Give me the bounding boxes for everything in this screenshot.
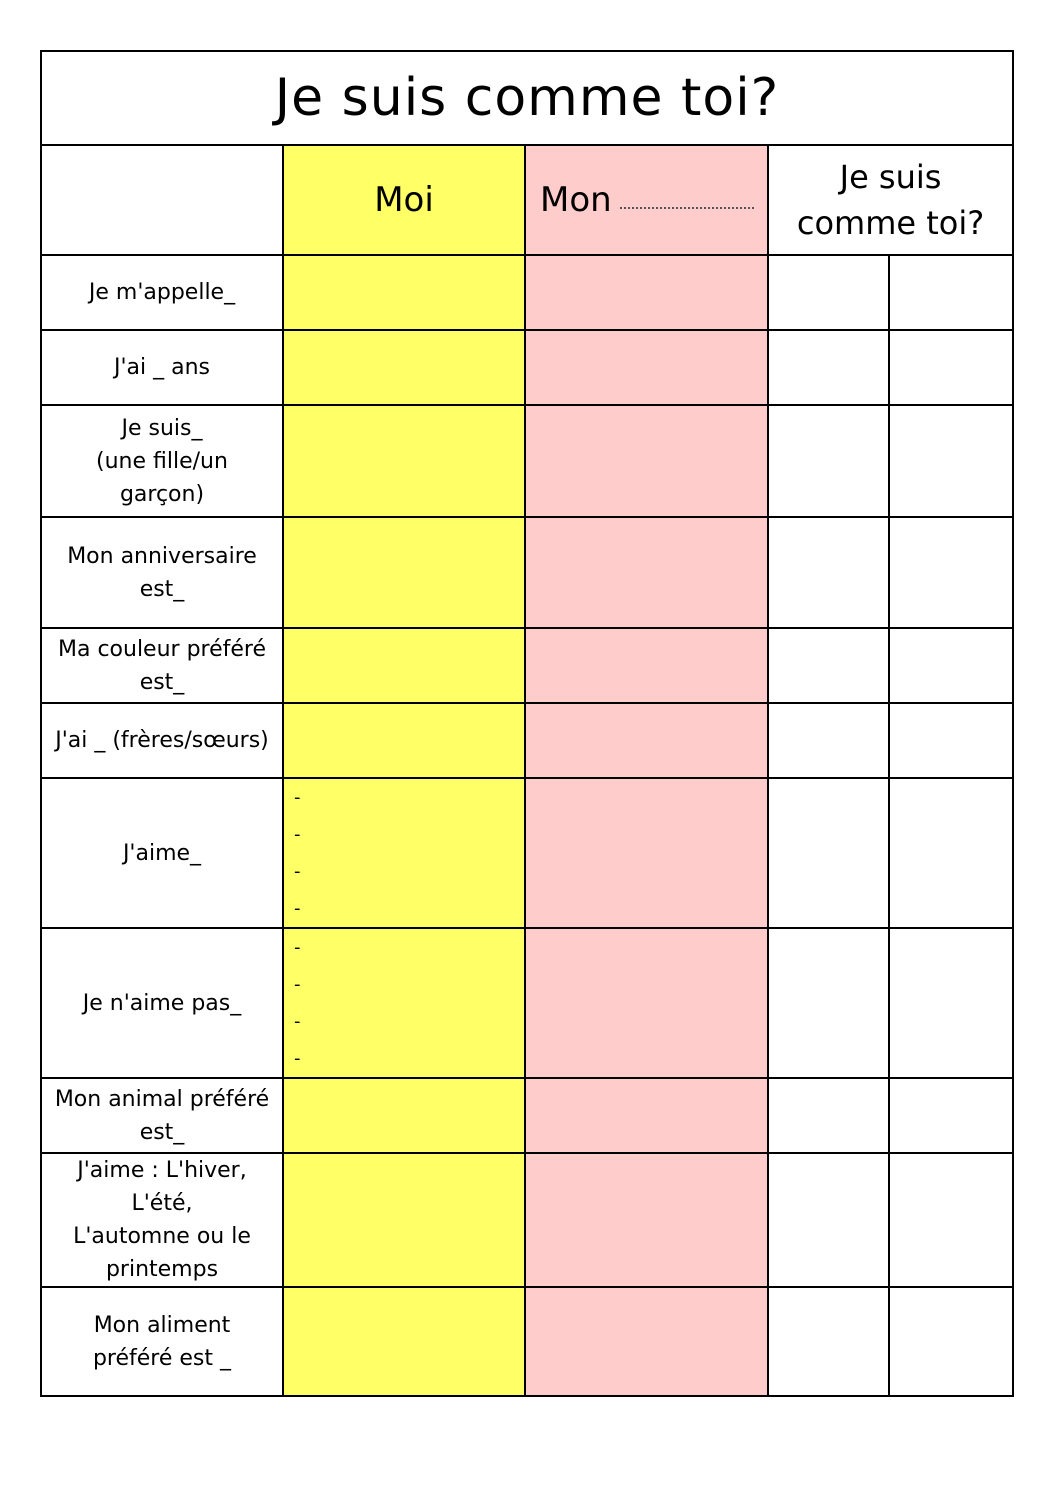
moi-answer-cell[interactable]: [283, 703, 525, 778]
row-label: [41, 255, 283, 330]
comme-toi-cell-b[interactable]: [889, 1153, 1013, 1287]
row-label-line: J'ai _ (frères/sœurs): [55, 728, 269, 753]
moi-answer-cell[interactable]: [283, 517, 525, 628]
comme-toi-cell-a[interactable]: [768, 628, 889, 703]
row-label: [41, 330, 283, 405]
answer-dash: -: [294, 824, 301, 845]
table-row: [41, 1078, 1013, 1153]
header-comme-line2: comme toi?: [796, 204, 985, 242]
row-label-line: J'aime_: [122, 840, 202, 866]
row-label: [41, 703, 283, 778]
mon-answer-cell[interactable]: [525, 628, 768, 703]
row-label-line: L'automne ou le: [73, 1224, 251, 1249]
comme-toi-cell-a[interactable]: [768, 1078, 889, 1153]
header-empty-cell: [41, 145, 283, 255]
comme-toi-cell-a[interactable]: [768, 517, 889, 628]
moi-answer-cell[interactable]: [283, 1153, 525, 1287]
table-row: [41, 928, 1013, 1078]
row-label-line: J'aime : L'hiver, L'été,: [77, 1158, 247, 1216]
table-row: [41, 517, 1013, 628]
moi-answer-cell[interactable]: [283, 778, 525, 928]
mon-answer-cell[interactable]: [525, 703, 768, 778]
answer-dash: -: [294, 937, 301, 958]
row-label-line: J'ai _ ans: [113, 355, 210, 380]
comparison-table: [40, 50, 1014, 1397]
comme-toi-cell-b[interactable]: [889, 330, 1013, 405]
row-label-line: Mon aliment: [93, 1312, 231, 1338]
header-row: [41, 145, 1013, 255]
table-row: [41, 703, 1013, 778]
table-row: [41, 255, 1013, 330]
row-label: [41, 1078, 283, 1153]
comme-toi-cell-b[interactable]: [889, 517, 1013, 628]
row-label-line: préféré est _: [92, 1345, 232, 1371]
row-label-line: est_: [139, 1119, 185, 1145]
moi-answer-cell[interactable]: [283, 405, 525, 517]
mon-answer-cell[interactable]: [525, 255, 768, 330]
question-rows: [41, 255, 1013, 1396]
moi-answer-cell[interactable]: [283, 628, 525, 703]
header-mon: [525, 145, 768, 255]
header-comme-line1: Je suis: [839, 158, 942, 196]
comme-toi-cell-a[interactable]: [768, 1287, 889, 1396]
comme-toi-cell-a[interactable]: [768, 1153, 889, 1287]
title-row: [41, 51, 1013, 145]
answer-dash: -: [294, 787, 301, 808]
row-label-line: (une fille/un: [96, 448, 228, 474]
header-mon-label: Mon: [540, 180, 612, 220]
header-comme-toi: [768, 145, 1013, 255]
row-label-line: Mon animal préféré: [54, 1086, 270, 1112]
row-label-line: Je n'aime pas_: [82, 990, 242, 1016]
row-label-line: printemps: [105, 1257, 219, 1282]
table-row: [41, 405, 1013, 517]
page-title: Je suis comme toi?: [41, 51, 1013, 145]
comme-toi-cell-b[interactable]: [889, 628, 1013, 703]
row-label: [41, 1287, 283, 1396]
answer-dash: -: [294, 861, 301, 882]
comme-toi-cell-b[interactable]: [889, 405, 1013, 517]
mon-answer-cell[interactable]: [525, 1153, 768, 1287]
row-label-line: Mon anniversaire: [67, 543, 257, 569]
moi-answer-cell[interactable]: [283, 330, 525, 405]
table-row: [41, 330, 1013, 405]
mon-answer-cell[interactable]: [525, 517, 768, 628]
row-label: [41, 1153, 283, 1287]
comme-toi-cell-b[interactable]: [889, 703, 1013, 778]
row-label: [41, 778, 283, 928]
moi-answer-cell[interactable]: [283, 1078, 525, 1153]
comme-toi-cell-a[interactable]: [768, 778, 889, 928]
comme-toi-cell-a[interactable]: [768, 330, 889, 405]
mon-answer-cell[interactable]: [525, 330, 768, 405]
comme-toi-cell-a[interactable]: [768, 255, 889, 330]
mon-answer-cell[interactable]: [525, 778, 768, 928]
moi-answer-cell[interactable]: [283, 928, 525, 1078]
answer-dash: -: [294, 898, 301, 919]
row-label: [41, 628, 283, 703]
header-moi: [283, 145, 525, 255]
name-blank-line[interactable]: [620, 207, 754, 209]
mon-answer-cell[interactable]: [525, 1287, 768, 1396]
comme-toi-cell-b[interactable]: [889, 778, 1013, 928]
comme-toi-cell-b[interactable]: [889, 1287, 1013, 1396]
comme-toi-cell-b[interactable]: [889, 255, 1013, 330]
row-label-line: Je suis_: [121, 415, 203, 441]
moi-answer-cell[interactable]: [283, 255, 525, 330]
table-row: [41, 1287, 1013, 1396]
answer-dash: -: [294, 974, 301, 995]
answer-dash: -: [294, 1048, 301, 1069]
table-row: [41, 1153, 1013, 1287]
row-label-line: Je m'appelle_: [88, 280, 236, 305]
comme-toi-cell-a[interactable]: [768, 703, 889, 778]
row-label-line: est_: [139, 669, 185, 695]
mon-answer-cell[interactable]: [525, 928, 768, 1078]
row-label-line: Ma couleur préféré: [57, 636, 267, 662]
mon-answer-cell[interactable]: [525, 405, 768, 517]
table-row: [41, 778, 1013, 928]
mon-answer-cell[interactable]: [525, 1078, 768, 1153]
comme-toi-cell-b[interactable]: [889, 1078, 1013, 1153]
header-moi-label: Moi: [374, 180, 434, 220]
row-label: [41, 928, 283, 1078]
worksheet: [40, 50, 1012, 1376]
comme-toi-cell-a[interactable]: [768, 928, 889, 1078]
row-label-line: est_: [139, 576, 185, 602]
comme-toi-cell-b[interactable]: [889, 928, 1013, 1078]
moi-answer-cell[interactable]: [283, 1287, 525, 1396]
answer-dash: -: [294, 1011, 301, 1032]
table-row: [41, 628, 1013, 703]
row-label-line: garçon): [119, 481, 205, 507]
row-label: [41, 517, 283, 628]
comme-toi-cell-a[interactable]: [768, 405, 889, 517]
row-label: [41, 405, 283, 517]
